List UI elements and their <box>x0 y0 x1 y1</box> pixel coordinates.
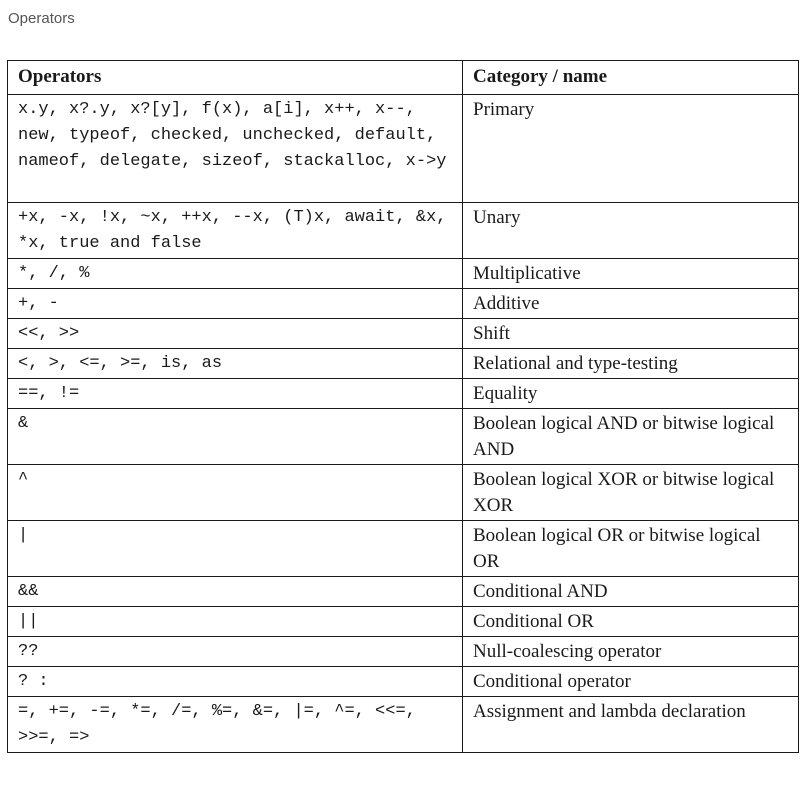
table-row <box>8 289 799 319</box>
category-cell: Additive <box>463 289 799 319</box>
category-cell: Conditional operator <box>463 667 799 697</box>
operators-cell: || <box>8 607 463 637</box>
table-row <box>8 521 799 577</box>
operators-cell: | <box>8 521 463 577</box>
table-row <box>8 637 799 667</box>
page-caption: Operators <box>8 10 75 27</box>
table-row <box>8 203 799 259</box>
operators-cell: & <box>8 409 463 465</box>
category-cell: Conditional AND <box>463 577 799 607</box>
table-row <box>8 577 799 607</box>
category-cell: Boolean logical XOR or bitwise logical XOR <box>463 465 799 521</box>
table-header-row <box>8 61 799 95</box>
category-cell: Assignment and lambda declaration <box>463 697 799 753</box>
operators-cell: *, /, % <box>8 259 463 289</box>
category-cell: Shift <box>463 319 799 349</box>
category-cell: Equality <box>463 379 799 409</box>
category-cell: Primary <box>463 95 799 203</box>
operators-cell: +x, -x, !x, ~x, ++x, --x, (T)x, await, &x, *x, true and false <box>8 203 463 259</box>
table-row <box>8 465 799 521</box>
table-row <box>8 667 799 697</box>
category-cell: Multiplicative <box>463 259 799 289</box>
category-cell: Boolean logical OR or bitwise logical OR <box>463 521 799 577</box>
operators-cell: ?? <box>8 637 463 667</box>
header-operators: Operators <box>8 61 463 95</box>
operators-cell: ? : <box>8 667 463 697</box>
category-cell: Boolean logical AND or bitwise logical AND <box>463 409 799 465</box>
table-row <box>8 319 799 349</box>
operators-cell: && <box>8 577 463 607</box>
table-row <box>8 697 799 753</box>
table-row <box>8 349 799 379</box>
table-row <box>8 259 799 289</box>
operators-cell: x.y, x?.y, x?[y], f(x), a[i], x++, x--, new, typeof, checked, unchecked, default, nameof, delegate, sizeof, stackalloc, x->y <box>8 95 463 203</box>
operators-cell: <, >, <=, >=, is, as <box>8 349 463 379</box>
table-row <box>8 607 799 637</box>
operators-cell: ==, != <box>8 379 463 409</box>
table-row <box>8 409 799 465</box>
operators-cell: <<, >> <box>8 319 463 349</box>
category-cell: Unary <box>463 203 799 259</box>
operators-cell: +, - <box>8 289 463 319</box>
operators-table <box>7 60 799 753</box>
category-cell: Relational and type-testing <box>463 349 799 379</box>
table-row <box>8 379 799 409</box>
category-cell: Null-coalescing operator <box>463 637 799 667</box>
operators-cell: ^ <box>8 465 463 521</box>
category-cell: Conditional OR <box>463 607 799 637</box>
header-category: Category / name <box>463 61 799 95</box>
table-row <box>8 95 799 203</box>
operators-cell: =, +=, -=, *=, /=, %=, &=, |=, ^=, <<=, >>=, => <box>8 697 463 753</box>
